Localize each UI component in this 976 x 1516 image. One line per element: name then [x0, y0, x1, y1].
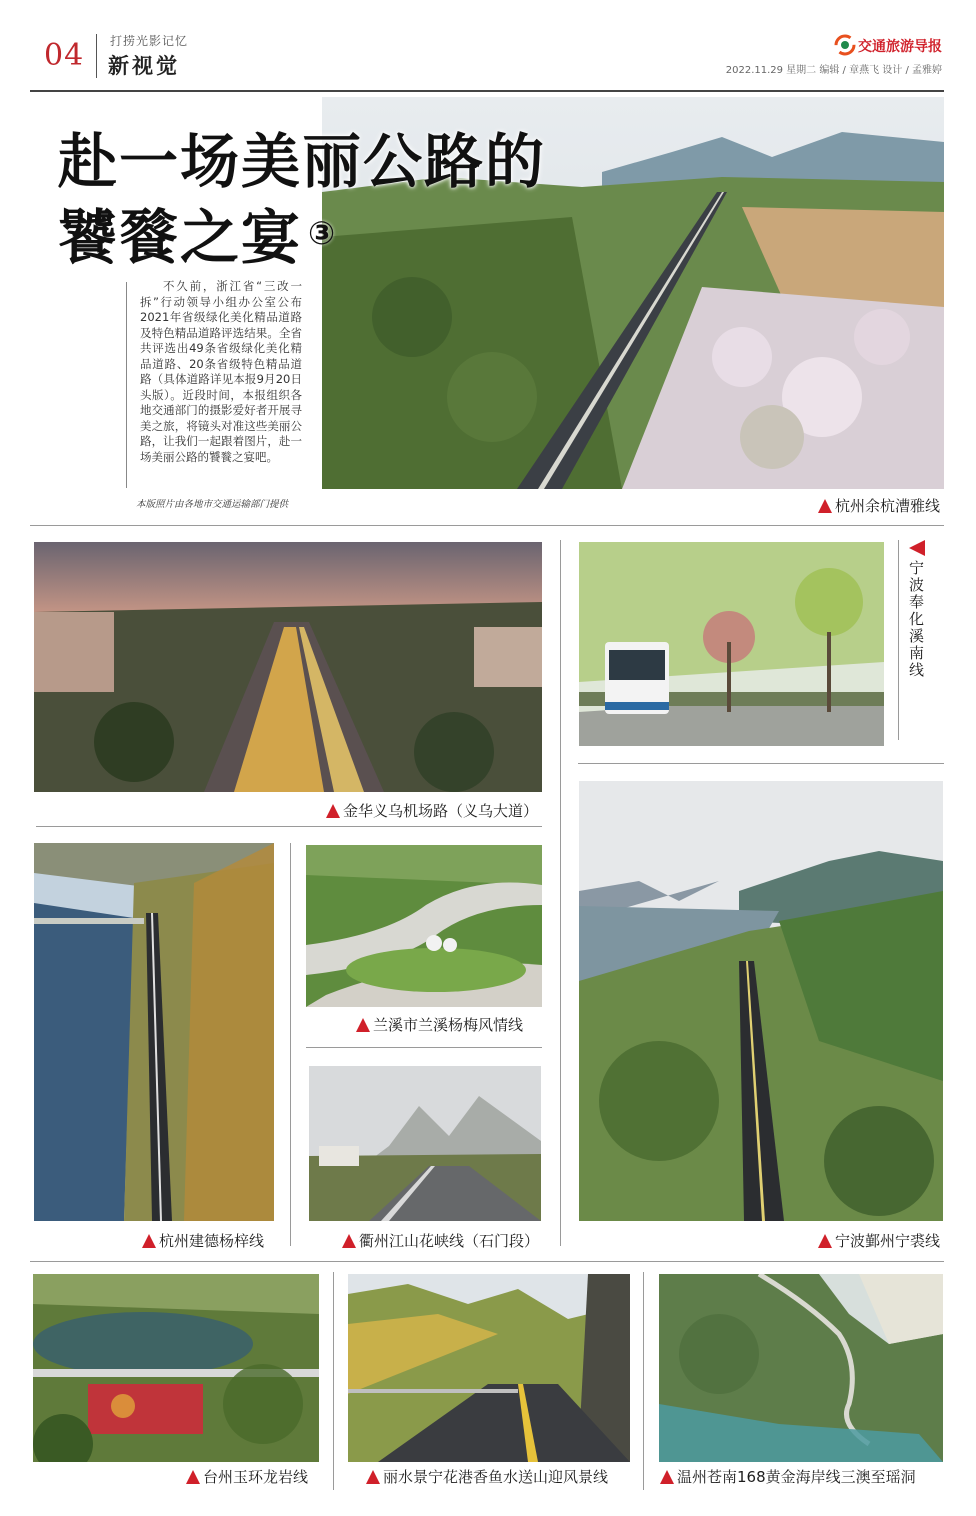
photo-ningbo-yinzhou	[579, 781, 943, 1221]
caption-jinhua-yiwu: 金华义乌机场路（义乌大道）	[326, 800, 538, 821]
triangle-marker-icon	[366, 1470, 380, 1484]
paper-logo-icon	[834, 34, 856, 56]
triangle-marker-icon	[186, 1470, 200, 1484]
column-kicker: 打捞光影记忆	[110, 34, 189, 48]
series-badge: ③	[308, 213, 336, 252]
photo-credit: 本版照片由各地市交通运输部门提供	[136, 499, 289, 510]
feature-intro: 不久前，浙江省“三改一拆”行动领导小组办公室公布2021年省级绿化美化精品道路及特色精品道路评选结果。全省共评选出49条省级绿化美化精品道路、20条省级特色精品道路（具体道路详见本报9月20日头版）。近段时间，本报组织各地交通部门的摄影爱好者开展寻美之旅，将镜头对准这些美丽公路，让我们一起跟着图片，赴一场美丽公路的饕餮之宴吧。	[140, 279, 302, 464]
triangle-marker-icon	[142, 1234, 156, 1248]
caption-hangzhou-yuhang: 杭州余杭漕雅线	[818, 495, 940, 516]
photo-lishui	[348, 1274, 630, 1462]
triangle-marker-icon	[818, 1234, 832, 1248]
caption-ningbo-yinzhou: 宁波鄞州宁裘线	[818, 1230, 940, 1251]
photo-quzhou	[309, 1066, 541, 1221]
photo-taizhou	[33, 1274, 319, 1462]
dateline: 2022.11.29 星期二 编辑 / 章燕飞 设计 / 孟雅婷	[725, 65, 942, 76]
caption-quzhou: 衢州江山花峡线（石门段）	[342, 1230, 539, 1251]
triangle-marker-icon	[342, 1234, 356, 1248]
caption-wenzhou: 温州苍南168黄金海岸线三澳至瑶洞	[660, 1466, 916, 1487]
photo-ningbo-fenghua	[579, 542, 884, 746]
column-name: 新视觉	[108, 54, 180, 78]
photo-lanxi	[306, 845, 542, 1007]
paper-logo	[834, 34, 856, 56]
caption-lanxi: 兰溪市兰溪杨梅风情线	[356, 1014, 523, 1035]
triangle-marker-icon	[326, 804, 340, 818]
photo-wenzhou	[659, 1274, 943, 1462]
triangle-marker-icon	[356, 1018, 370, 1032]
caption-jiande: 杭州建德杨梓线	[142, 1230, 264, 1251]
paper-name: 交通旅游导报	[858, 39, 942, 55]
photo-jinhua-yiwu	[34, 542, 542, 792]
feature-title-line1: 赴一场美丽公路的	[58, 127, 547, 196]
caption-lishui: 丽水景宁花港香鱼水送山迎风景线	[366, 1466, 608, 1487]
caption-taizhou: 台州玉环龙岩线	[186, 1466, 308, 1487]
caption-ningbo-fenghua: 宁波奉化溪南线	[906, 540, 927, 679]
triangle-marker-icon	[818, 499, 832, 513]
photo-jiande	[34, 843, 274, 1221]
triangle-marker-icon	[909, 540, 925, 556]
triangle-marker-icon	[660, 1470, 674, 1484]
feature-title-line2: 饕餮之宴	[58, 203, 303, 272]
page-number: 04	[44, 38, 85, 73]
